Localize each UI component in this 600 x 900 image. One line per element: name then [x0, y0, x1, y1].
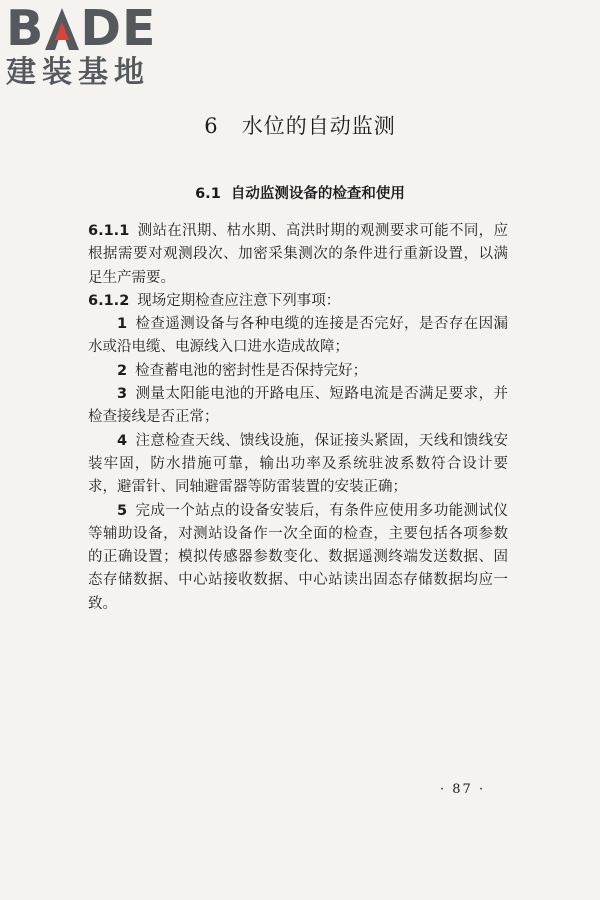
page-number: · 87 ·	[440, 782, 486, 797]
logo-subtitle: 建装基地	[6, 55, 150, 90]
item-number: 4	[117, 432, 128, 449]
document-body	[88, 220, 508, 616]
clause-text: 现场定期检查应注意下列事项：	[137, 292, 341, 309]
item-text: 注意检查天线、馈线设施，保证接头紧固，天线和馈线安装牢固，防水措施可靠，输出功率及系统驻波系数符合设计要求，避雷针、同轴避雷器等防雷装置的安装正确；	[88, 432, 508, 496]
clause-text: 测站在汛期、枯水期、高洪时期的观测要求可能不同，应根据需要对观测段次、加密采集测次的条件进行重新设置，以满足生产需要。	[88, 223, 508, 286]
list-item	[88, 360, 508, 383]
logo-wordmark	[6, 0, 176, 57]
section-number: 6.1	[195, 186, 221, 202]
clause-number: 6.1.1	[88, 223, 130, 239]
clause-number: 6.1.2	[88, 292, 130, 309]
chapter-heading	[0, 110, 600, 140]
item-number: 2	[117, 362, 128, 379]
item-number: 1	[117, 316, 128, 333]
item-text: 完成一个站点的设备安装后，有条件应使用多功能测试仪等辅助设备，对测站设备作一次全面的检查，主要包括各项参数的正确设置；模拟传感器参数变化、数据遥测终端发送数据、固态存储数据、中心站接收数据、中心站读出固态存储数据均应一致。	[88, 502, 508, 612]
list-item	[88, 383, 508, 430]
logo-letters-de: DE	[80, 0, 157, 57]
section-heading	[0, 182, 600, 203]
list-item	[88, 500, 508, 616]
chapter-number: 6	[204, 114, 219, 138]
item-number: 5	[117, 502, 128, 519]
item-text: 检查蓄电池的密封性是否保持完好；	[135, 362, 368, 379]
item-text: 测量太阳能电池的开路电压、短路电流是否满足要求，并检查接线是否正常；	[88, 386, 508, 426]
list-item	[88, 430, 508, 500]
clause-6-1-2	[88, 290, 508, 313]
logo-letter-a-icon	[45, 8, 79, 50]
logo-letter-b: B	[6, 0, 45, 57]
item-text: 检查遥测设备与各种电缆的连接是否完好，是否存在因漏水或沿电缆、电源线入口进水造成故障；	[88, 316, 508, 356]
bade-logo	[6, 0, 176, 90]
list-item	[88, 313, 508, 360]
section-title: 自动监测设备的检查和使用	[230, 186, 405, 202]
chapter-title: 水位的自动监测	[241, 114, 396, 138]
clause-6-1-1	[88, 220, 508, 290]
item-number: 3	[117, 386, 128, 403]
